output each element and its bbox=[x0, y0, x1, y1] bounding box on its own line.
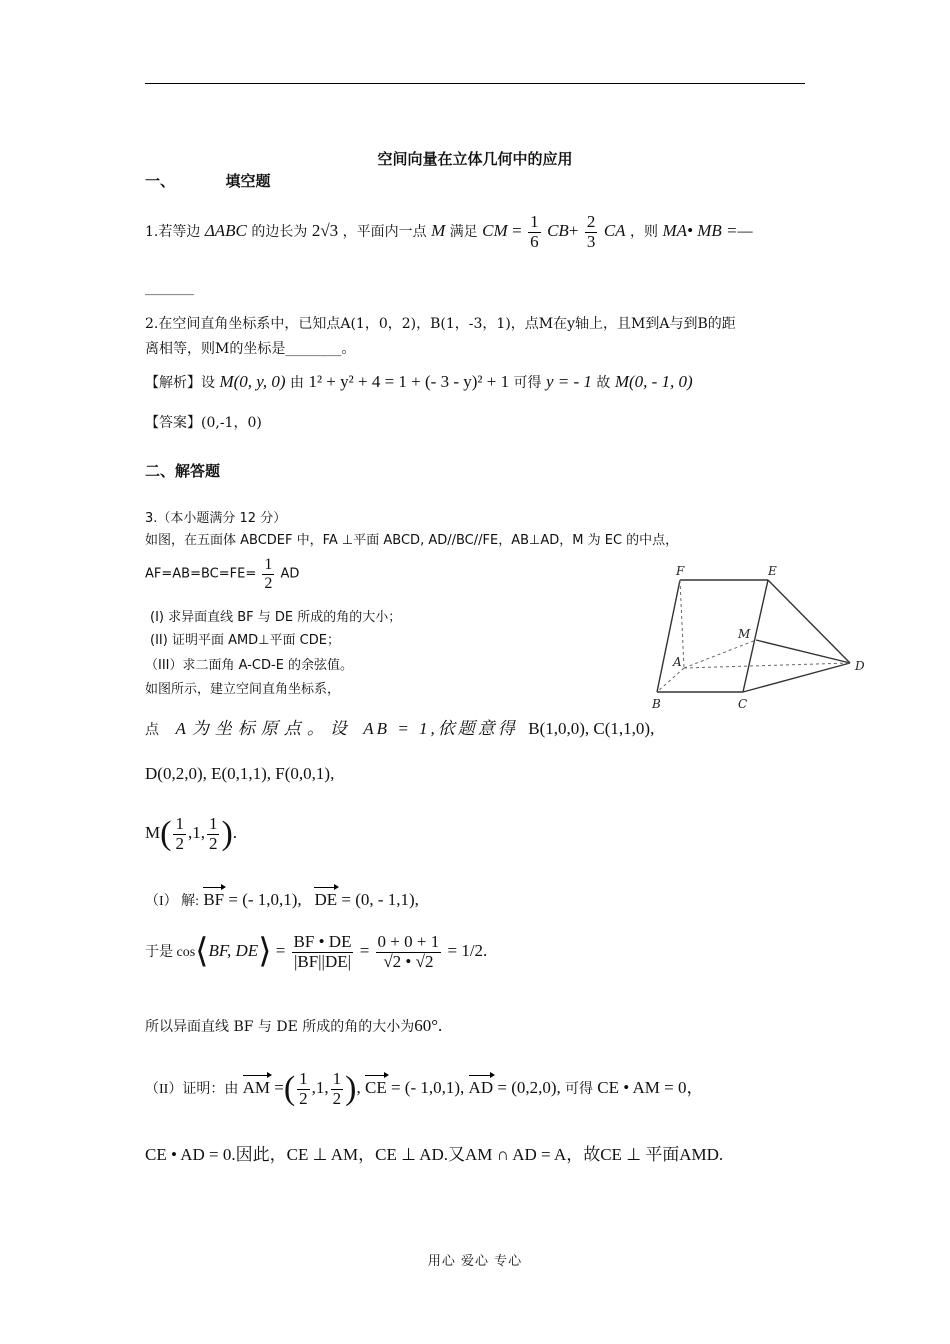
q3-part2: (II) 证明平面 AMD⊥平面 CDE； bbox=[150, 633, 340, 648]
q1-fraction-1: $\frac{1}{6}$ bbox=[530, 212, 539, 251]
q3-setup: 如图所示，建立空间直角坐标系， bbox=[145, 682, 341, 697]
q2-analysis: 【解析】设 M(0, y, 0) 由 1² + y² + 4 = 1 + (- 3 - y)² + 1 可得 y = - 1 故 M(0, - 1, 0) bbox=[145, 372, 693, 391]
q2-line2: 离相等，则M的坐标是________。 bbox=[145, 341, 356, 357]
label-f: F bbox=[676, 564, 685, 578]
label-e: E bbox=[768, 564, 777, 578]
edge-fb bbox=[657, 580, 680, 692]
q3-line1: 如图，在五面体 ABCDEF 中，FA ⊥平面 ABCD, AD//BC//FE，AB⊥AD，M 为 EC 的中点， bbox=[145, 533, 679, 548]
q3-cos: 于是 cos⟨BF, DE⟩ = $\frac{BF • DE}{|BF||DE|}$ = $\frac{0 + 0 + 1}{√2 • √2}$ = 1/2. bbox=[145, 932, 488, 971]
q3-head: 3.（本小题满分 12 分） bbox=[145, 511, 287, 526]
section-answer: 二、解答题 bbox=[145, 462, 221, 480]
label-m: M bbox=[738, 627, 751, 641]
page-footer: 用心 爱心 专心 bbox=[427, 1254, 523, 1269]
edge-am-hidden bbox=[684, 640, 756, 668]
q3-sol1: （I） 解: BF = (- 1,0,1), DE = (0, - 1,1), bbox=[145, 890, 419, 909]
q1-text: 满足 bbox=[449, 224, 478, 241]
q2-line1: 2.在空间直角坐标系中，已知点A(1，0，2)，B(1，-3，1)，点M在y轴上，且M到A与到B的距 bbox=[145, 316, 736, 332]
q1-text: 的边长为 bbox=[251, 224, 308, 241]
question-1: 1.若等边 ΔABC 的边长为 2√3 ，平面内一点 M 满足 CM = $\frac{1}{6}$ CB+ $\frac{2}{3}$ CA ，则 MA• MB =— bbox=[145, 212, 753, 251]
label-d: D bbox=[855, 659, 865, 673]
geometry-figure bbox=[640, 560, 880, 720]
q1-eq-lhs: CM bbox=[482, 221, 508, 241]
q2-answer: 【答案】(0,-1，0) bbox=[145, 415, 262, 431]
q1-blank: _______ bbox=[145, 280, 194, 296]
label-b: B bbox=[652, 697, 661, 711]
label-c: C bbox=[738, 697, 748, 711]
edge-md bbox=[756, 640, 850, 663]
q1-side: 2√3 bbox=[311, 221, 339, 241]
q1-text: ，则 bbox=[630, 224, 659, 241]
q1-text: 1.若等边 bbox=[145, 224, 201, 241]
section-label: 填空题 bbox=[225, 172, 271, 190]
q3-angle: 所以异面直线 BF 与 DE 所成的角的大小为60°. bbox=[145, 1016, 443, 1035]
q1-ask: MA• MB =— bbox=[662, 221, 753, 241]
label-a: A bbox=[673, 655, 682, 669]
section-number: 一、 bbox=[145, 172, 176, 190]
section-fill-blank bbox=[145, 170, 271, 191]
q1-text: ，平面内一点 bbox=[342, 224, 427, 241]
q1-point: M bbox=[431, 221, 446, 241]
q3-line2: AF=AB=BC=FE= $\frac{1}{2}$ AD bbox=[145, 556, 300, 592]
q3-sol2-line2: CE • AD = 0.因此，CE ⊥ AM，CE ⊥ AD.又AM ∩ AD = A，故CE ⊥ 平面AMD. bbox=[145, 1145, 724, 1164]
q1-triangle: ΔABC bbox=[204, 221, 247, 241]
edge-cd bbox=[743, 663, 850, 692]
header-rule bbox=[145, 83, 805, 84]
q3-coord-m: M( $\frac{1}{2}$ ,1, $\frac{1}{2}$ ). bbox=[145, 814, 238, 853]
q3-part3: （III）求二面角 A-CD-E 的余弦值。 bbox=[145, 658, 354, 673]
edge-ad-hidden bbox=[684, 663, 850, 668]
q3-sol2: （II）证明：由 AM =( $\frac{1}{2}$ ,1, $\frac{1}{2}$ ), CE = (- 1,0,1), AD = (0,2,0), 可得 CE • AM = 0， bbox=[145, 1069, 704, 1108]
q3-part1: (I) 求异面直线 BF 与 DE 所成的角的大小； bbox=[150, 610, 402, 625]
q3-coords-def: D(0,2,0), E(0,1,1), F(0,0,1), bbox=[145, 764, 335, 783]
page-title: 空间向量在立体几何中的应用 bbox=[377, 150, 573, 168]
q1-fraction-2: $\frac{2}{3}$ bbox=[586, 212, 596, 251]
q3-origin: 点 A为坐标原点。设 AB = 1,依题意得 B(1,0,0), C(1,1,0), bbox=[145, 719, 655, 738]
edge-ed bbox=[768, 580, 850, 663]
